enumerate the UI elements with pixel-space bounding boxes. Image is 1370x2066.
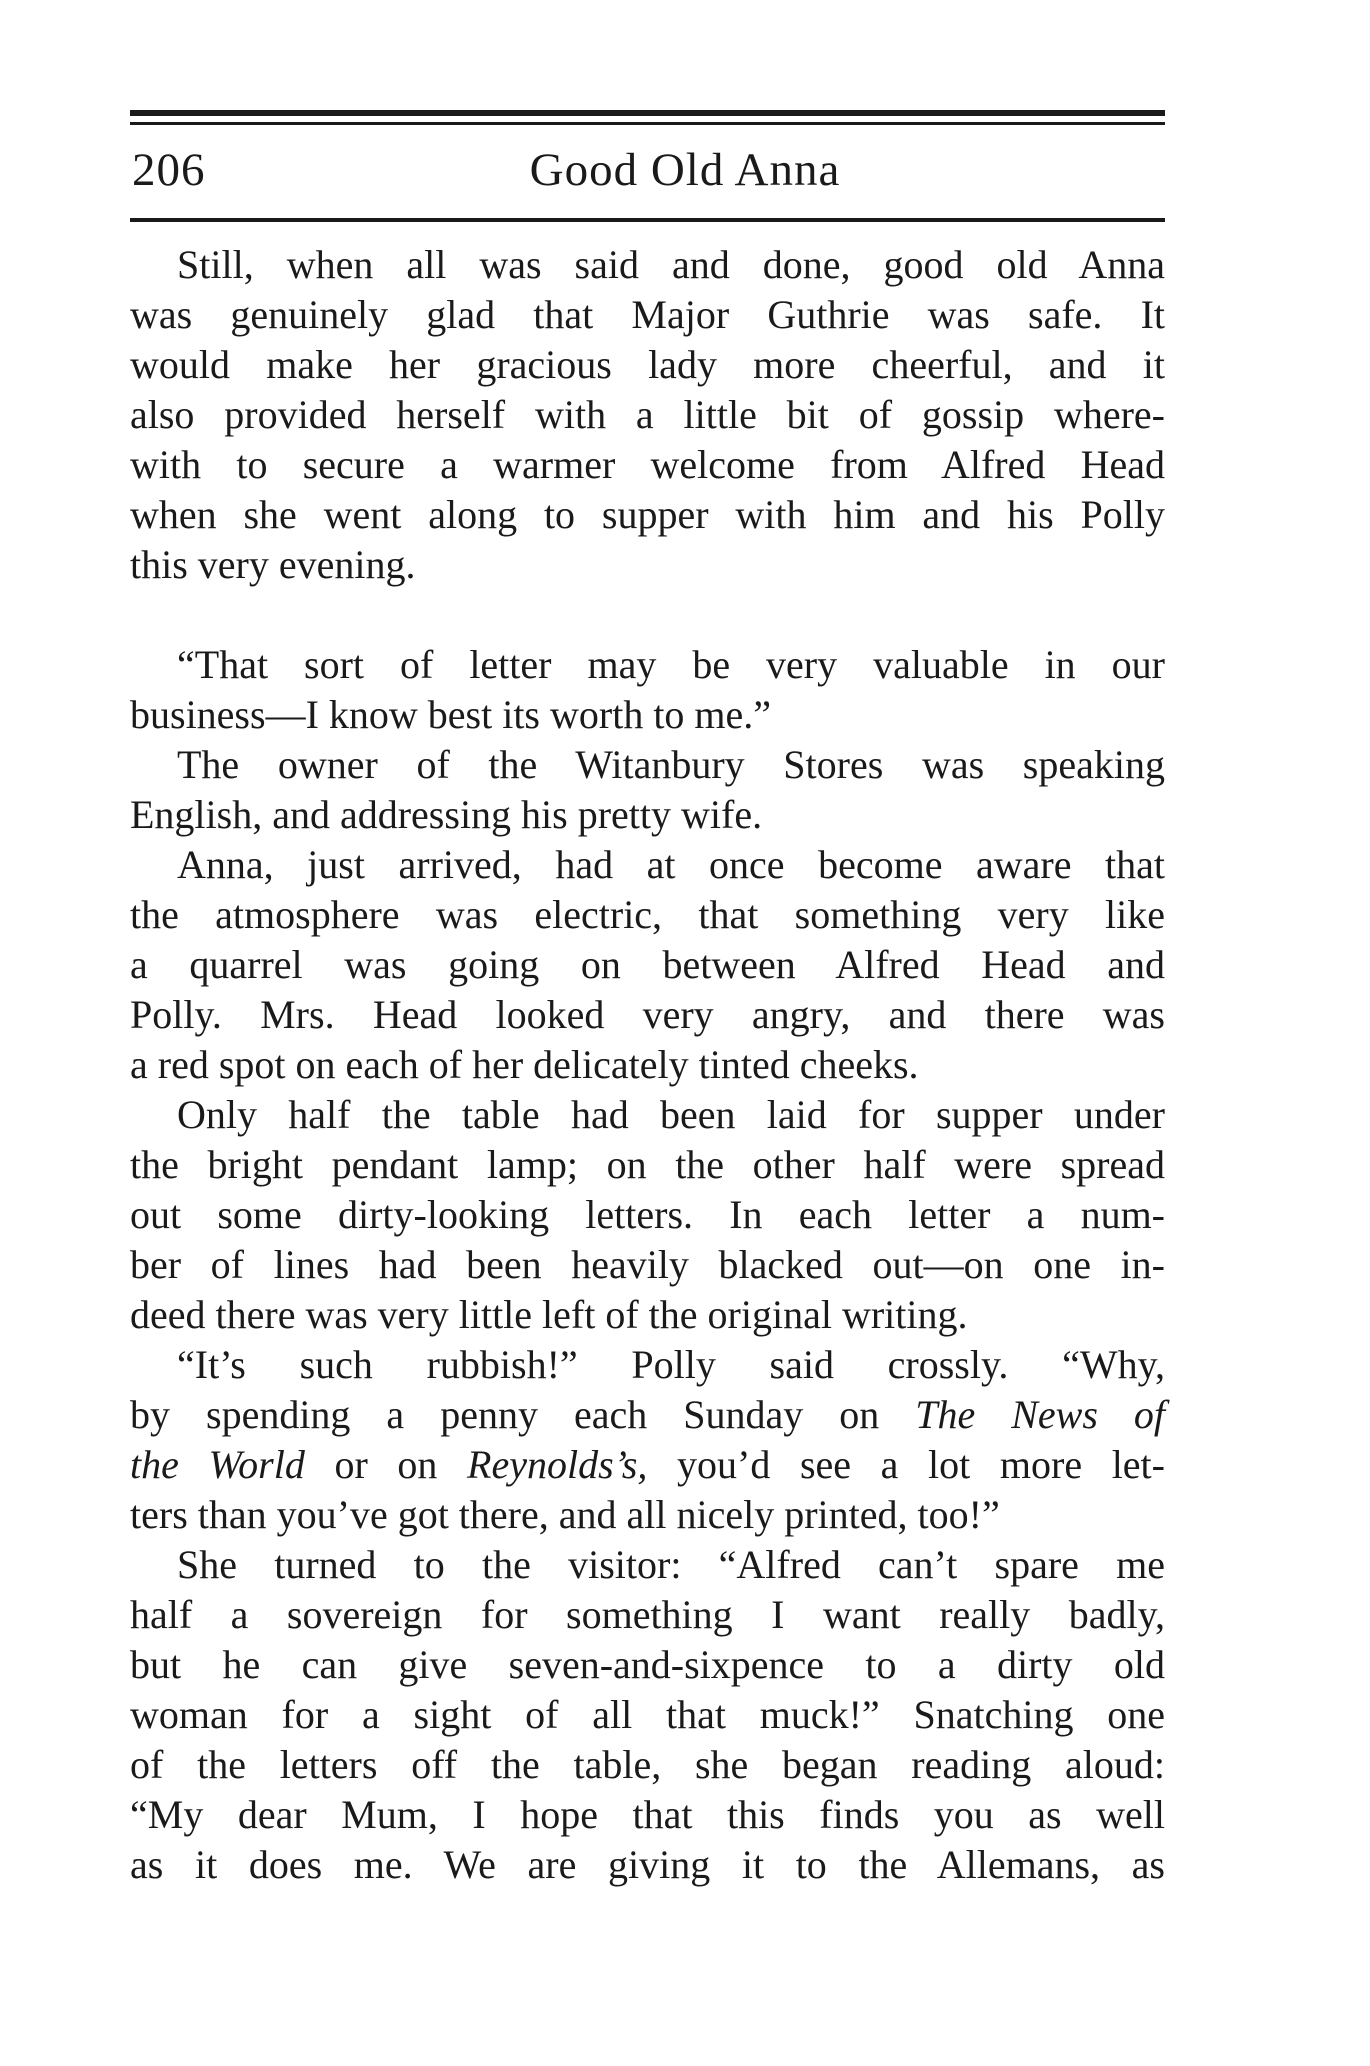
text-line: She turned to the visitor: “Alfred can’t spare me <box>177 1542 1165 1587</box>
text-line: the atmosphere was electric, that something very like <box>130 892 1165 937</box>
text-line: “My dear Mum, I hope that this finds you as well <box>130 1792 1165 1837</box>
paragraph-5 <box>130 1090 1165 1340</box>
text-line: deed there was very little left of the original writing. <box>130 1292 968 1337</box>
section-break <box>130 590 1165 640</box>
newspaper-title: The News of <box>915 1392 1165 1437</box>
paragraph-7 <box>130 1540 1165 1890</box>
newspaper-title: the World <box>130 1442 305 1487</box>
text-run: you’d see a lot more let- <box>647 1442 1165 1487</box>
text-line: but he can give seven-and-sixpence to a dirty old <box>130 1642 1165 1687</box>
newspaper-title: Reynolds’s, <box>467 1442 648 1487</box>
text-line: English, and addressing his pretty wife. <box>130 792 763 837</box>
text-line: of the letters off the table, she began reading aloud: <box>130 1742 1165 1787</box>
text-line: this very evening. <box>130 542 416 587</box>
text-line: also provided herself with a little bit of gossip where- <box>130 392 1165 437</box>
text-line: woman for a sight of all that muck!” Snatching one <box>130 1692 1165 1737</box>
text-line: business—I know best its worth to me.” <box>130 692 772 737</box>
page-number: 206 <box>132 144 206 196</box>
text-line: the bright pendant lamp; on the other half were spread <box>130 1142 1165 1187</box>
header-rule-top <box>130 110 1165 116</box>
text-line: half a sovereign for something I want really badly, <box>130 1592 1165 1637</box>
text-line: Only half the table had been laid for supper under <box>177 1092 1165 1137</box>
text-line <box>130 1390 1165 1440</box>
text-line: Anna, just arrived, had at once become aware that <box>177 842 1165 887</box>
text-line: “It’s such rubbish!” Polly said crossly. “Why, <box>177 1342 1165 1387</box>
text-line: a quarrel was going on between Alfred Head and <box>130 942 1165 987</box>
text-line: as it does me. We are giving it to the Allemans, as <box>130 1842 1165 1887</box>
text-line: Still, when all was said and done, good old Anna <box>177 242 1165 287</box>
text-line: a red spot on each of her delicately tinted cheeks. <box>130 1042 919 1087</box>
paragraph-2 <box>130 640 1165 740</box>
paragraph-4 <box>130 840 1165 1090</box>
text-line: would make her gracious lady more cheerful, and it <box>130 342 1165 387</box>
header-rule-bottom <box>130 218 1165 222</box>
paragraph-3 <box>130 740 1165 840</box>
text-line: ters than you’ve got there, and all nicely printed, too!” <box>130 1492 1000 1537</box>
body-text <box>130 240 1165 1890</box>
text-line: with to secure a warmer welcome from Alfred Head <box>130 442 1165 487</box>
text-line: when she went along to supper with him and his Polly <box>130 492 1165 537</box>
text-run: or on <box>304 1442 468 1487</box>
text-line: “That sort of letter may be very valuable in our <box>177 642 1165 687</box>
text-line <box>130 1440 1165 1490</box>
text-run: by spending a penny each Sunday on <box>130 1392 916 1437</box>
text-line: out some dirty-looking letters. In each letter a num- <box>130 1192 1165 1237</box>
running-title: Good Old Anna <box>529 144 841 196</box>
text-line: was genuinely glad that Major Guthrie was safe. It <box>130 292 1165 337</box>
text-line: The owner of the Witanbury Stores was speaking <box>177 742 1165 787</box>
paragraph-1 <box>130 240 1165 590</box>
header-rule-top-thin <box>130 122 1165 125</box>
text-line: ber of lines had been heavily blacked out—on one in- <box>130 1242 1165 1287</box>
paragraph-6 <box>130 1340 1165 1540</box>
text-line: Polly. Mrs. Head looked very angry, and there was <box>130 992 1165 1037</box>
